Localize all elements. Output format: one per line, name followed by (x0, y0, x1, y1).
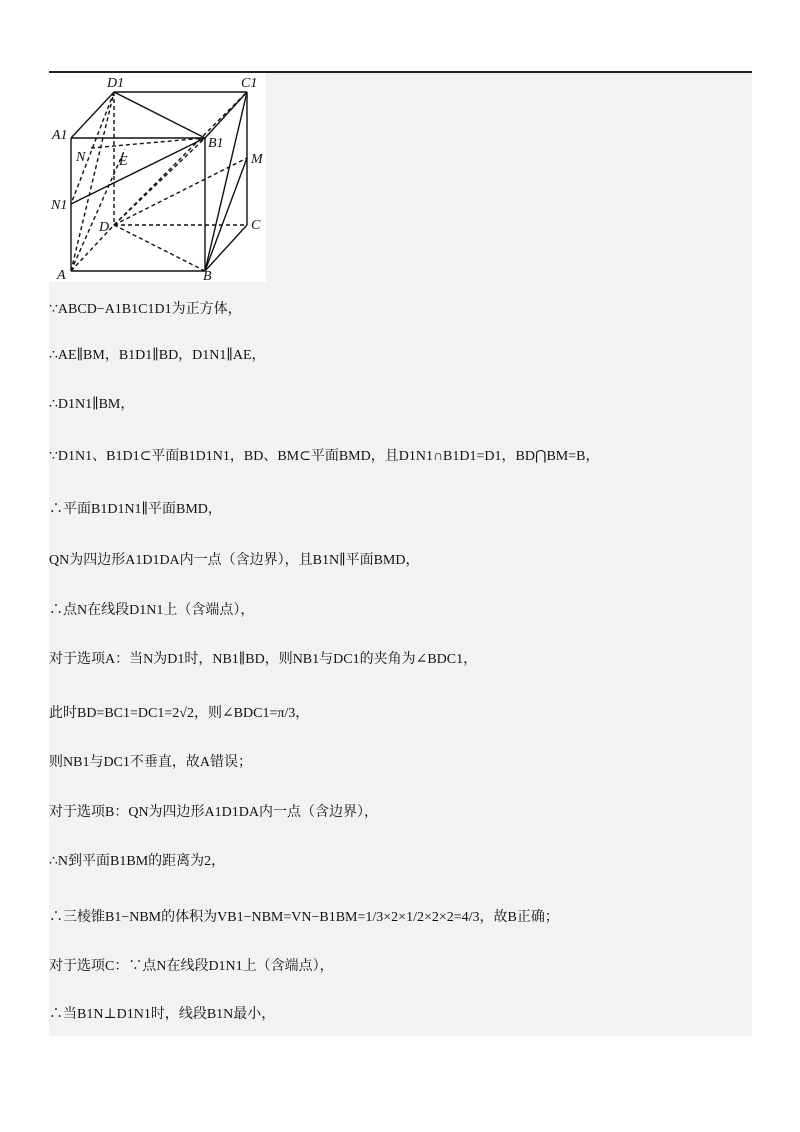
text-line: 此时BD=BC1=DC1=2√2，则∠BDC1=π/3， (49, 706, 310, 721)
label-B1: B1 (208, 136, 224, 151)
text-line: ∴AE∥BM，B1D1∥BD，D1N1∥AE， (49, 348, 266, 363)
label-B: B (203, 269, 212, 282)
text-line: ∴当B1N⊥D1N1时，线段B1N最小， (49, 1007, 276, 1022)
text-line: ∴N到平面B1BM的距离为2， (49, 854, 226, 869)
segment-AD1 (71, 92, 114, 271)
label-D1: D1 (107, 76, 125, 91)
label-C: C (251, 218, 261, 233)
text-line: ∴D1N1∥BM， (49, 397, 135, 412)
label-D: D (99, 220, 110, 235)
segment-BC1 (205, 92, 247, 271)
segment-DB1 (114, 138, 205, 225)
text-line: ∴三棱锥B1−NBM的体积为VB1−NBM=VN−B1BM=1/3×2×1/2×2×2=4/3，故B正确； (49, 910, 559, 925)
cube-figure (49, 73, 266, 282)
segment-D1B1 (114, 92, 205, 138)
segment-BM (205, 158, 247, 271)
text-line: 对于选项C：∵点N在线段D1N1上（含端点）， (49, 959, 334, 974)
label-M: M (251, 152, 263, 167)
segment-AE (71, 149, 125, 271)
label-A1: A1 (52, 128, 68, 143)
label-N: N (76, 150, 86, 165)
text-line: ∵ABCD−A1B1C1D1为正方体， (49, 302, 242, 317)
text-line: QN为四边形A1D1DA内一点（含边界），且B1N∥平面BMD， (49, 553, 420, 568)
text-line: ∴点N在线段D1N1上（含端点）， (49, 603, 255, 618)
label-A: A (57, 268, 66, 282)
edge-BC (205, 225, 247, 271)
segment-DB (114, 225, 205, 271)
text-line: 对于选项A：当N为D1时，NB1∥BD，则NB1与DC1的夹角为∠BDC1， (49, 652, 478, 667)
label-C1: C1 (241, 76, 258, 91)
edge-A1D1 (71, 92, 114, 138)
label-E: E (119, 154, 128, 169)
text-line: 对于选项B：QN为四边形A1D1DA内一点（含边界）， (49, 805, 378, 820)
text-line: ∵D1N1、B1D1⊂平面B1D1N1，BD、BM⊂平面BMD，且D1N1∩B1D1=D1，BD⋂BM=B， (49, 449, 600, 464)
segment-DM (114, 158, 247, 225)
label-N1: N1 (51, 198, 68, 213)
text-line: 则NB1与DC1不垂直，故A错误； (49, 755, 253, 770)
text-line: ∴平面B1D1N1∥平面BMD， (49, 502, 222, 517)
